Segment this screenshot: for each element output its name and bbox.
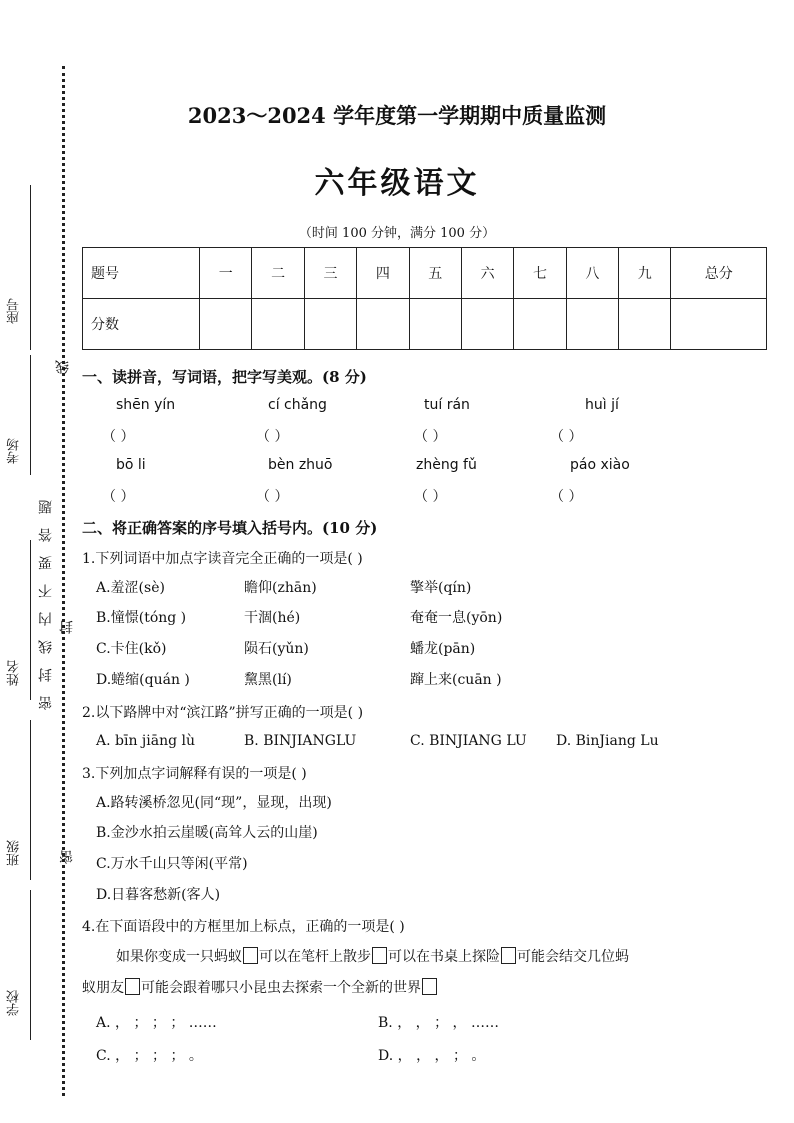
q4-text: 如果你变成一只蚂蚁 [116,949,242,965]
school-label: 学校 [7,990,22,1016]
table-header-cell: 二 [252,248,304,299]
table-header-cell: 七 [514,248,566,299]
seat-label: 座号 [7,298,22,324]
score-table [82,247,767,350]
q4-option-c: C. ， ； ； ； 。 [96,1048,203,1064]
line-mark: 线 [55,360,71,374]
score-cell[interactable] [671,299,767,350]
seal-mark: 封 [59,620,75,634]
q1-option-d-word2: 黧黑(lí) [244,672,292,688]
pinyin-4: huì jí [585,397,619,413]
q1-option-b: B.憧憬(tóng ) [96,610,187,626]
binding-dotted-line [62,66,65,1096]
class-underline [30,720,31,880]
table-header-cell: 三 [304,248,356,299]
question-2-stem: 2.以下路牌中对“滨江路”拼写正确的一项是( ) [82,705,364,721]
table-header-cell: 八 [566,248,618,299]
q4-text: 可以在书桌上探险 [388,949,500,965]
answer-bracket[interactable]: （ ） [102,429,135,445]
q1-option-a-word3: 擎举(qín) [410,580,472,596]
score-cell[interactable] [461,299,513,350]
class-label: 班级 [7,840,22,866]
q1-option-a-word2: 瞻仰(zhān) [244,580,317,596]
score-cell[interactable] [566,299,618,350]
pinyin-7: zhèng fǔ [416,457,477,473]
answer-bracket[interactable]: （ ） [414,489,447,505]
exam-title: 2023～2024 学年度第一学期期中质量监测 [187,103,607,128]
name-label: 姓名 [7,660,22,686]
question-1-stem: 1.下列词语中加点字读音完全正确的一项是( ) [82,551,363,567]
score-cell[interactable] [304,299,356,350]
room-underline [30,355,31,475]
table-header-cell: 五 [409,248,461,299]
q4-paragraph-line1 [116,946,629,966]
q4-text: 可能会结交几位蚂 [517,949,629,965]
q4-text: 蚁朋友 [82,980,124,996]
q1-option-c-word2: 陨石(yǔn) [244,641,309,657]
q2-option-b: B. BINJIANGLU [244,733,357,749]
q1-option-d: D.蜷缩(quán ) [96,672,190,688]
q3-option-d: D.日暮客愁新(客人) [96,887,221,903]
score-cell[interactable] [357,299,409,350]
answer-bracket[interactable]: （ ） [256,429,289,445]
pinyin-1: shēn yín [116,397,176,413]
answer-bracket[interactable]: （ ） [102,489,135,505]
table-header-cell: 一 [200,248,252,299]
pinyin-6: bèn zhuō [268,457,333,473]
q3-option-a: A.路转溪桥忽见(同“现”，显现，出现) [96,795,332,811]
section2-title: 二、将正确答案的序号填入括号内。(10 分) [82,519,378,537]
answer-bracket[interactable]: （ ） [550,489,583,505]
q4-text: 可以在笔杆上散步 [259,949,371,965]
score-row-label: 分数 [83,299,200,350]
binding-warning: 密封线内不要答题 [38,486,54,710]
score-cell[interactable] [514,299,566,350]
pinyin-3: tuí rán [424,397,470,413]
score-cell[interactable] [200,299,252,350]
q1-option-d-word3: 蹿上来(cuān ) [410,672,502,688]
score-cell[interactable] [252,299,304,350]
question-4-stem: 4.在下面语段中的方框里加上标点，正确的一项是( ) [82,919,405,935]
q1-option-c-word3: 蟠龙(pān) [410,641,476,657]
table-header-cell: 六 [461,248,513,299]
punct-box[interactable] [501,947,516,964]
question-3-stem: 3.下列加点字词解释有误的一项是( ) [82,766,307,782]
q4-option-d: D. ， ， ， ； 。 [378,1048,486,1064]
q4-option-a: A. ， ； ； ； …… [96,1015,217,1031]
score-cell[interactable] [409,299,461,350]
q1-option-b-word3: 奄奄一息(yōn) [410,610,503,626]
q1-option-b-word2: 干涸(hé) [244,610,301,626]
q4-paragraph-line2 [82,977,438,997]
pinyin-5: bō li [116,457,146,473]
section1-title: 一、读拼音，写词语，把字写美观。(8 分) [82,368,367,386]
exam-subject: 六年级语文 [314,166,480,201]
room-label: 考场 [7,438,22,464]
exam-info: （时间 100 分钟，满分 100 分） [298,226,496,241]
q2-option-c: C. BINJIANG LU [410,733,527,749]
punct-box[interactable] [125,978,140,995]
punct-box[interactable] [422,978,437,995]
q4-text: 可能会跟着哪只小昆虫去探索一个全新的世界 [141,980,421,996]
seat-underline [30,185,31,350]
name-underline [30,540,31,700]
punct-box[interactable] [243,947,258,964]
answer-bracket[interactable]: （ ） [414,429,447,445]
score-table-header-row [83,248,767,299]
score-cell[interactable] [619,299,671,350]
q3-option-c: C.万水千山只等闲(平常) [96,856,248,872]
table-header-cell: 九 [619,248,671,299]
score-table-score-row [83,299,767,350]
table-header-cell: 四 [357,248,409,299]
school-underline [30,890,31,1040]
table-header-cell: 总分 [671,248,767,299]
punct-box[interactable] [372,947,387,964]
q2-option-a: A. bīn jiāng lù [96,733,196,749]
answer-bracket[interactable]: （ ） [550,429,583,445]
pinyin-8: páo xiào [570,457,630,473]
secret-mark: 密 [59,850,75,864]
answer-bracket[interactable]: （ ） [256,489,289,505]
q3-option-b: B.金沙水拍云崖暖(高耸人云的山崖) [96,825,318,841]
pinyin-2: cí chǎng [268,397,327,413]
q1-option-a: A.羞涩(sè) [96,580,165,596]
q2-option-d: D. BinJiang Lu [556,733,659,749]
table-header-cell: 题号 [83,248,200,299]
q1-option-c: C.卡住(kǒ) [96,641,167,657]
q4-option-b: B. ， ， ； ， …… [378,1015,499,1031]
